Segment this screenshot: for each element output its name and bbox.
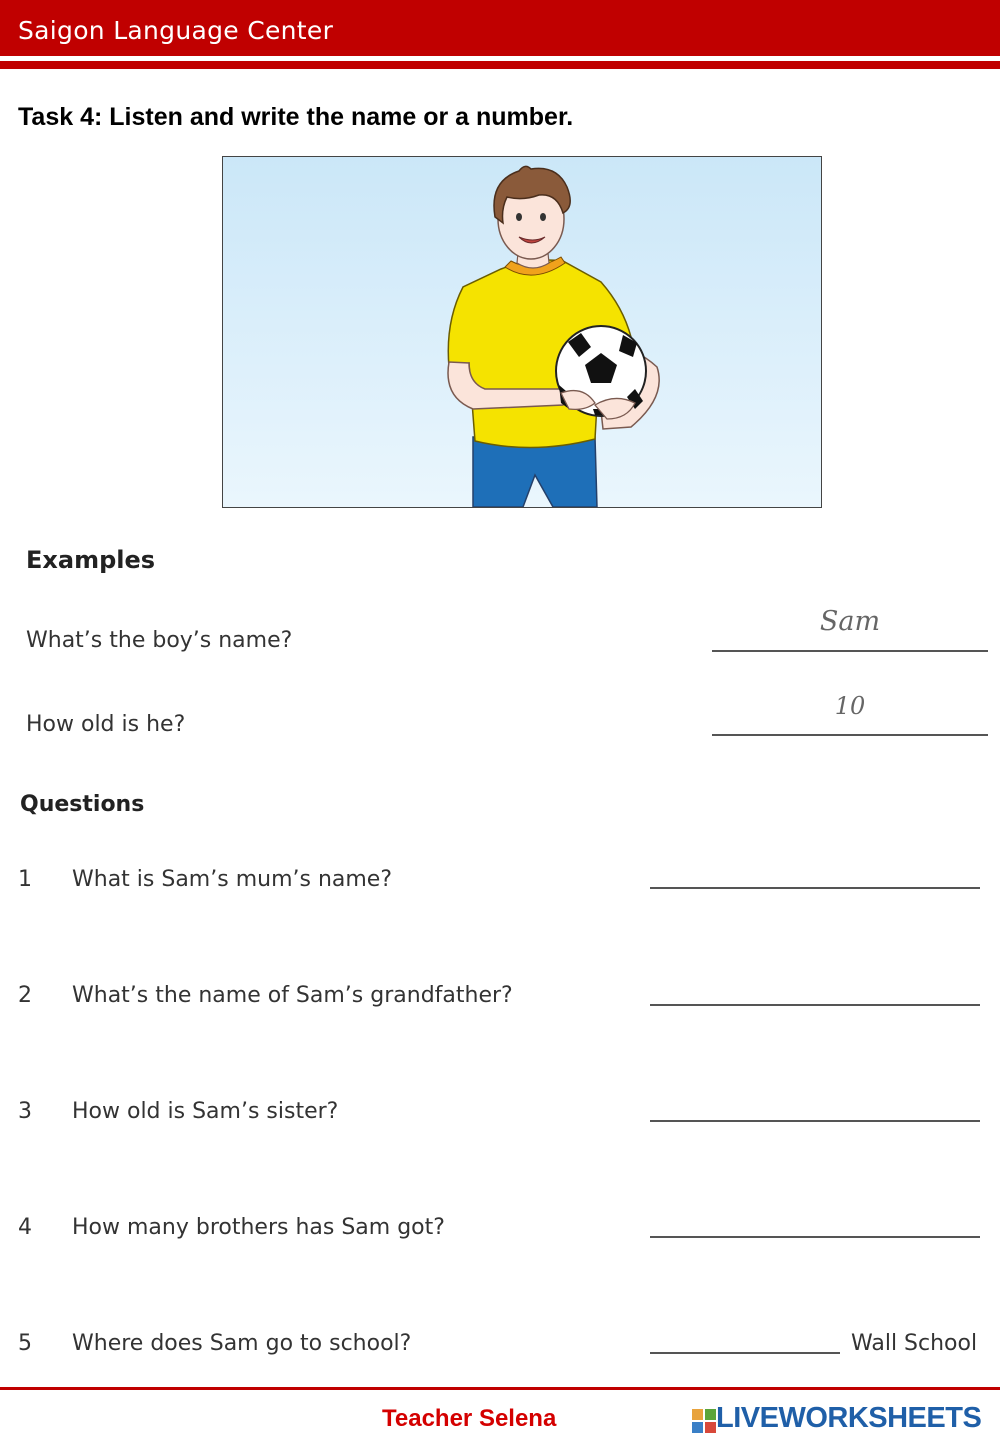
header-title: Saigon Language Center: [18, 16, 334, 45]
example-answer-2: 10: [834, 692, 866, 720]
question-number: 3: [18, 1099, 32, 1124]
example-answer-line-2: [712, 734, 988, 736]
answer-blank-1[interactable]: [650, 887, 980, 889]
footer-divider: [0, 1387, 1000, 1390]
answer-blank-4[interactable]: [650, 1236, 980, 1238]
header-divider: [0, 61, 1000, 69]
answer-blank-3[interactable]: [650, 1120, 980, 1122]
liveworksheets-brand: LIVEWORKSHEETS: [716, 1402, 982, 1434]
question-number: 4: [18, 1215, 32, 1240]
question-text: What is Sam’s mum’s name?: [72, 867, 393, 892]
question-number: 5: [18, 1331, 32, 1356]
question-text: What’s the name of Sam’s grandfather?: [72, 983, 513, 1008]
examples-heading: Examples: [26, 546, 156, 574]
answer-blank-2[interactable]: [650, 1004, 980, 1006]
questions-heading: Questions: [20, 792, 145, 817]
example-answer-1: Sam: [819, 606, 881, 637]
example-question-2: How old is he?: [26, 712, 186, 737]
question-number: 1: [18, 867, 32, 892]
question-number: 2: [18, 983, 32, 1008]
teacher-name: Teacher Selena: [382, 1405, 557, 1432]
question-text: Where does Sam go to school?: [72, 1331, 412, 1356]
boy-illustration-svg: [223, 157, 821, 507]
question-text: How old is Sam’s sister?: [72, 1099, 339, 1124]
task-title: Task 4: Listen and write the name or a number.: [18, 103, 574, 131]
answer-blank-5[interactable]: [650, 1352, 840, 1354]
question-text: How many brothers has Sam got?: [72, 1215, 445, 1240]
boy-with-football-illustration: [222, 156, 822, 508]
example-question-1: What’s the boy’s name?: [26, 628, 293, 653]
header-bar: [0, 0, 1000, 56]
example-answer-line-1: [712, 650, 988, 652]
answer-suffix: Wall School: [851, 1331, 978, 1356]
